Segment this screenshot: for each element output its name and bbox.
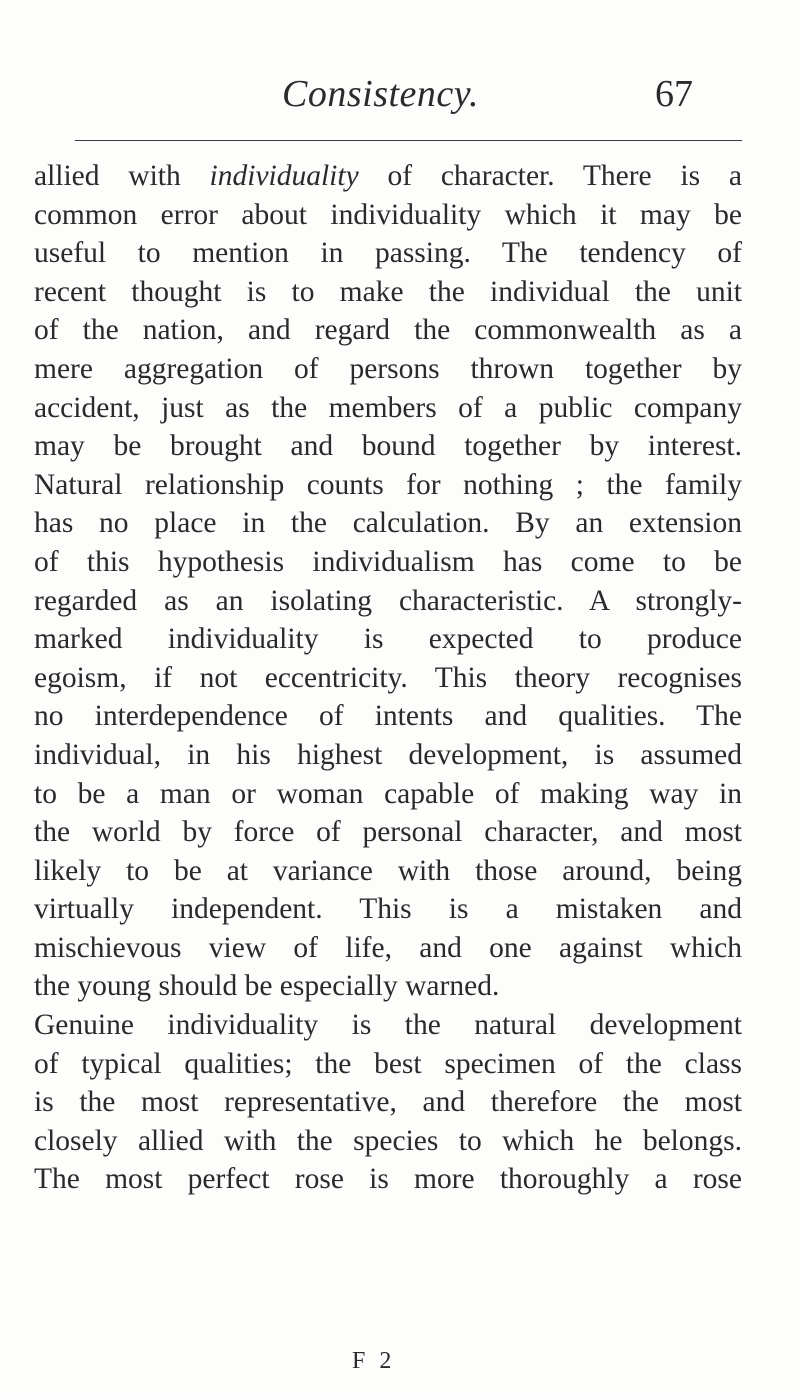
paragraph-end-line: the young should be especially warned.	[34, 970, 500, 1003]
text-line: of typical qualities; the best specimen of the class	[34, 1047, 742, 1080]
body-text	[34, 157, 742, 1199]
text-line: is the most representative, and therefore the most	[34, 1086, 742, 1119]
text-line: egoism, if not eccentricity. This theory recognises	[34, 661, 742, 694]
text-line: to be a man or woman capable of making way in	[34, 777, 742, 810]
signature-mark: F 2	[352, 1348, 396, 1374]
text-fragment: allied with	[34, 160, 210, 192]
text-line: recent thought is to make the individual the unit	[34, 275, 742, 308]
running-head	[282, 72, 742, 122]
text-line: likely to be at variance with those around, being	[34, 854, 742, 887]
text-line: mischievous view of life, and one against which	[34, 931, 742, 964]
text-line: virtually independent. This is a mistaken and	[34, 893, 742, 926]
text-fragment: of character. There is a	[358, 160, 742, 192]
text-line: has no place in the calculation. By an extension	[34, 507, 742, 540]
page-number: 67	[655, 73, 693, 115]
text-line: accident, just as the members of a public company	[34, 391, 742, 424]
text-line: The most perfect rose is more thoroughly a rose	[34, 1163, 742, 1196]
italic-term: individuality	[209, 160, 359, 192]
paragraph-start-line: Genuine individuality is the natural development	[34, 1009, 742, 1042]
text-line: marked individuality is expected to produce	[34, 623, 742, 656]
text-line: individual, in his highest development, is assumed	[34, 738, 742, 771]
text-line: the world by force of personal character, and most	[34, 816, 742, 849]
text-line: of the nation, and regard the commonwealth as a	[34, 314, 742, 347]
text-line: common error about individuality which it may be	[34, 198, 742, 231]
text-line	[34, 157, 742, 196]
text-line: regarded as an isolating characteristic. A strongly-	[34, 584, 742, 617]
text-line: Natural relationship counts for nothing ; the family	[34, 468, 742, 501]
text-line: may be brought and bound together by interest.	[34, 430, 742, 463]
text-line: closely allied with the species to which he belongs.	[34, 1124, 742, 1157]
text-line: mere aggregation of persons thrown together by	[34, 352, 742, 385]
text-line: of this hypothesis individualism has come to be	[34, 545, 742, 578]
text-line: useful to mention in passing. The tendency of	[34, 237, 742, 270]
text-line: no interdependence of intents and qualities. The	[34, 700, 742, 733]
running-title: Consistency.	[282, 73, 480, 115]
header-rule	[75, 140, 742, 141]
